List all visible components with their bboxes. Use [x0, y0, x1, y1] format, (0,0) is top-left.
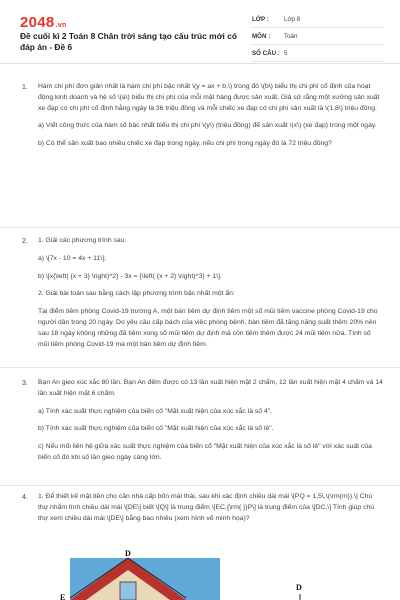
figure-label-d: D	[125, 549, 131, 558]
meta-label: MÔN :	[252, 33, 271, 40]
question-paragraph: c) Nếu mối liên hệ giữa xác suất thực nghiệm của biến cố "Mặt xuất hiện của xúc xắc là số lẻ" với xác suất của biến cố đó khi số lần gieo ngày càng lớn.	[38, 443, 372, 461]
question-paragraph: 1. Để thiết kế mặt tiền cho căn nhà cấp bốn mái thái, sau khi xác định chiều dài mái \[PQ = 1,5\,\(\rm{m}).\] Chú thợ nhẩm tính chiều dài mái \[DE\] biết \[Q\] là trung điểm \[EC,{\rm{ }}P\] là trung điểm của \[DC.\] Tính giúp chú thợ xem chiều dài mái \[DE\] bằng bao nhiêu (xem hình vẽ minh họa)?	[38, 493, 375, 522]
question-body	[38, 236, 383, 357]
document-meta	[252, 13, 384, 64]
question-paragraph: Tại điểm tiêm phòng Covid-19 trường A, một bàn tiêm dự định tiêm một số mũi tiêm vaccine phòng Covid-19 cho người dân trong 20 ngày. Do yêu cầu cấp bách của việc phòng bệnh, bàn tiêm đã tăng năng suất thêm 20% nên sau 18 ngày không những đã tiêm xong số mũi tiêm dự định mà còn tiêm thêm được 24 mũi tiêm nữa. Tính số mũi tiêm phòng Covid-19 mà một bàn tiêm dự định tiêm.	[38, 308, 378, 348]
meta-row-count	[252, 47, 384, 62]
figure-label-e: E	[60, 593, 66, 600]
question-paragraph: a) Tính xác suất thực nghiệm của biến cố "Mặt xuất hiện của xúc xắc là số 4".	[38, 407, 273, 415]
question-3	[0, 368, 400, 486]
question-paragraph: a) \[7x - 10 = 4x + 11\];	[38, 254, 106, 262]
question-paragraph: 1. Giải các phương trình sau:	[38, 237, 127, 244]
question-paragraph: b) \[x{\left( {x + 3} \right)^2} - 3x = {\left( {x + 2} \right)^3} + 1\].	[38, 272, 222, 280]
question-number: 2.	[22, 238, 28, 245]
logo-suffix: .vn	[55, 22, 67, 29]
question-body	[38, 82, 383, 157]
figure-label-d2: D	[296, 583, 302, 592]
question-2	[0, 228, 400, 368]
meta-value: 5	[284, 50, 288, 57]
site-logo[interactable]	[20, 14, 67, 31]
question-paragraph: 2. Giải bài toán sau bằng cách lập phương trình bậc nhất một ẩn:	[38, 290, 235, 298]
question-paragraph: b) Có thể sản xuất bao nhiêu chiếc xe đạp trong ngày, nếu chi phí trong ngày đó là 72 triệu đồng?	[38, 140, 332, 148]
page-header	[0, 0, 400, 64]
figure-window	[120, 582, 136, 600]
question-4	[0, 486, 400, 600]
question-paragraph: b) Tính xác suất thực nghiệm của biến cố "Mặt xuất hiện của xúc xắc là số lẻ".	[38, 425, 274, 433]
meta-label: LỚP :	[252, 16, 269, 23]
question-paragraph: Hàm chi phí đơn giản nhất là hàm chi phí bậc nhất \(y = ax + b,\) trong đó \(b\) biểu thị chi phí cố định của hoạt động kinh doanh và hệ số \(a\) biểu thị chi phí của mỗi mặt hàng được sản xuất. Giả sử rằng một xưởng sản xuất xe đạp có chi phí cố định hằng ngày là 36 triệu đồng và mỗi chiếc xe đạp có chi phí sản xuất là \(1,8\) triệu đồng.	[38, 83, 380, 112]
meta-value: Lớp 8	[284, 16, 301, 23]
logo-text: 2048	[20, 14, 55, 31]
question-paragraph: Bạn An gieo xúc xắc 80 lần. Bạn An đếm được có 13 lần xuất hiện mặt 2 chấm, 12 lần xuất hiện mặt 4 chấm và 14 lần xuất hiện mặt 6 chấm.	[38, 379, 383, 397]
meta-row-subject	[252, 30, 384, 45]
meta-value: Toán	[284, 33, 298, 40]
question-number: 1.	[22, 84, 28, 91]
question-1	[0, 70, 400, 228]
house-figure	[0, 486, 400, 600]
question-number: 3.	[22, 380, 28, 387]
document-title: Đề cuối kì 2 Toán 8 Chân trời sáng tạo cấu trúc mới có đáp án - Đề 6	[20, 31, 237, 52]
meta-label: SỐ CÂU :	[252, 50, 280, 57]
meta-row-class	[252, 13, 384, 28]
question-body	[38, 378, 383, 471]
question-paragraph: a) Viết công thức của hàm số bậc nhất biểu thị chi phí \(y\) (triệu đồng) để sản xuất \(x\) (xe đạp) trong một ngày.	[38, 122, 377, 130]
question-number: 4.	[22, 494, 28, 501]
